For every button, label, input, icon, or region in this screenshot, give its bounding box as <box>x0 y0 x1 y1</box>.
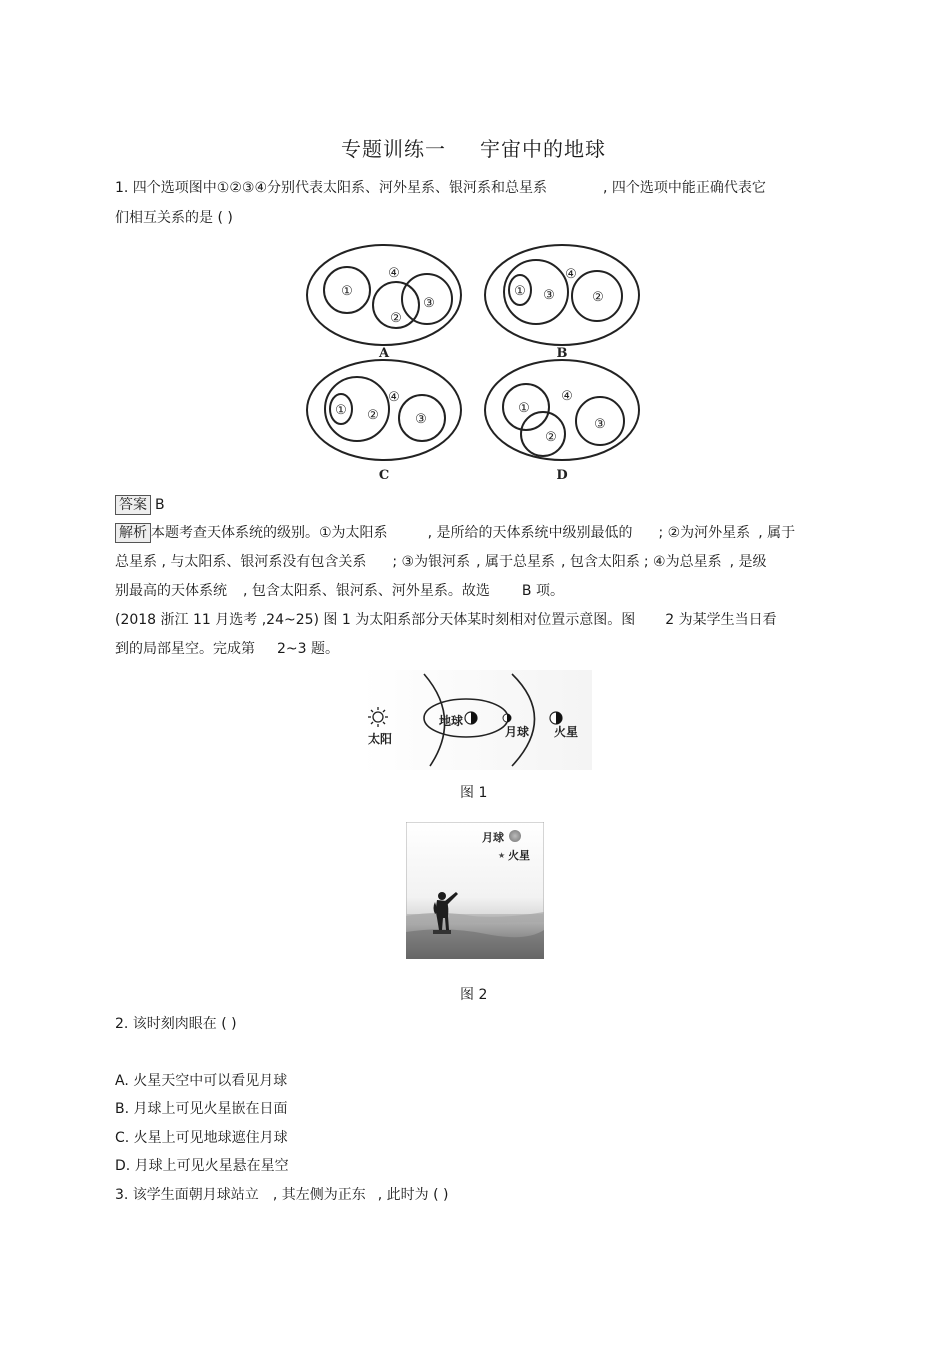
analysis-text-2a: 总星系 , 与太阳系、银河系没有包含关系 <box>115 554 367 570</box>
venn-c-num4: ④ <box>388 390 400 405</box>
venn-label-b: B <box>556 346 568 361</box>
intro-text-1a: (2018 浙江 11 月选考 ,24~25) 图 1 为太阳系部分天体某时刻相对位置示意图。图 <box>115 612 636 628</box>
analysis-text-2f: , 是级 <box>729 554 767 570</box>
page-title <box>341 133 606 162</box>
star-icon: ★ <box>498 851 506 860</box>
analysis-text-1c: ; ②为河外星系 <box>658 525 751 541</box>
q3-text-b: , 其左侧为正东 <box>272 1187 366 1203</box>
q3-text-a: 3. 该学生面朝月球站立 <box>115 1187 259 1203</box>
venn-a-num2: ② <box>390 311 402 326</box>
venn-a-num4: ④ <box>388 266 400 281</box>
q1-text-b: , 四个选项中能正确代表它 <box>603 180 766 196</box>
venn-label-c: C <box>378 468 390 483</box>
venn-c-num3: ③ <box>415 412 427 427</box>
venn-b-num3: ③ <box>543 288 555 303</box>
analysis-text-1d: , 属于 <box>758 525 796 541</box>
analysis-text-3b: , 包含太阳系、银河系、河外星系。故选 <box>243 583 490 599</box>
fig2-mars-label: 火星 <box>508 849 530 862</box>
intro-text-2a: 到的局部星空。完成第 <box>115 641 255 657</box>
mars-icon <box>550 712 562 724</box>
analysis-text-1b: , 是所给的天体系统中级别最低的 <box>427 525 633 541</box>
venn-c-num1: ① <box>335 403 347 418</box>
q2-option-c: C. 火星上可见地球遮住月球 <box>115 1130 288 1146</box>
q1-stem-line1 <box>115 178 766 198</box>
venn-a-outer <box>307 245 461 345</box>
figure-1-caption: 图 1 <box>460 785 488 801</box>
intro-line2 <box>115 639 339 659</box>
venn-b-num1: ① <box>514 284 526 299</box>
mars-label: 火星 <box>554 725 579 739</box>
analysis-text-2e: ; ④为总星系 <box>643 554 722 570</box>
q2-stem: 2. 该时刻肉眼在 ( ) <box>115 1016 237 1032</box>
moon-icon <box>509 830 521 842</box>
answer-label: 答案 <box>115 495 151 515</box>
answer-value: B <box>155 497 165 513</box>
figure-2-photo <box>406 822 544 959</box>
answer-line <box>115 495 165 515</box>
q1-stem-line2: 们相互关系的是 ( ) <box>115 210 233 226</box>
venn-d-circle2 <box>521 412 565 456</box>
intro-text-1b: 2 为某学生当日看 <box>665 612 777 628</box>
analysis-text-2d: , 包含太阳系 <box>560 554 640 570</box>
moon-icon <box>503 714 511 722</box>
intro-line1 <box>115 610 777 630</box>
analysis-line1 <box>115 523 795 543</box>
venn-d-num4: ④ <box>561 389 573 404</box>
analysis-line3 <box>115 581 564 601</box>
moon-label: 月球 <box>505 725 530 739</box>
q2-option-a: A. 火星天空中可以看见月球 <box>115 1073 288 1089</box>
title-part2: 宇宙中的地球 <box>480 137 606 161</box>
analysis-text-1a: 本题考查天体系统的级别。①为太阳系 <box>151 525 388 541</box>
venn-c-num2: ② <box>367 408 379 423</box>
q3-text-c: , 此时为 ( ) <box>377 1187 449 1203</box>
q3-stem <box>115 1185 448 1205</box>
analysis-text-3c: B 项。 <box>521 583 564 599</box>
figure-2-caption: 图 2 <box>460 987 488 1003</box>
q2-option-d: D. 月球上可见火星悬在星空 <box>115 1158 289 1174</box>
q2-option-b: B. 月球上可见火星嵌在日面 <box>115 1101 288 1117</box>
analysis-line2 <box>115 552 767 572</box>
figure-1-diagram <box>362 670 592 770</box>
analysis-label: 解析 <box>115 523 151 543</box>
analysis-text-2c: , 属于总星系 <box>476 554 555 570</box>
sun-label: 太阳 <box>368 732 393 746</box>
analysis-text-3a: 别最高的天体系统 <box>115 583 227 599</box>
intro-text-2b: 2~3 题。 <box>277 641 339 657</box>
venn-label-d: D <box>556 468 568 483</box>
venn-d-num2: ② <box>545 430 557 445</box>
venn-a-num1: ① <box>341 284 353 299</box>
title-part1: 专题训练一 <box>341 137 446 161</box>
venn-diagram <box>300 243 670 488</box>
q1-text-a: 1. 四个选项图中①②③④分别代表太阳系、河外星系、银河系和总星系 <box>115 180 548 196</box>
earth-label: 地球 <box>439 714 464 728</box>
venn-b-num4: ④ <box>565 267 577 282</box>
venn-d-num3: ③ <box>594 417 606 432</box>
earth-icon <box>465 712 477 724</box>
fig2-moon-label: 月球 <box>482 831 504 844</box>
venn-d-num1: ① <box>518 401 530 416</box>
analysis-text-2b: ; ③为银河系 <box>392 554 471 570</box>
venn-a-num3: ③ <box>423 296 435 311</box>
venn-b-outer <box>485 245 639 345</box>
venn-label-a: A <box>378 346 390 361</box>
venn-b-num2: ② <box>592 290 604 305</box>
